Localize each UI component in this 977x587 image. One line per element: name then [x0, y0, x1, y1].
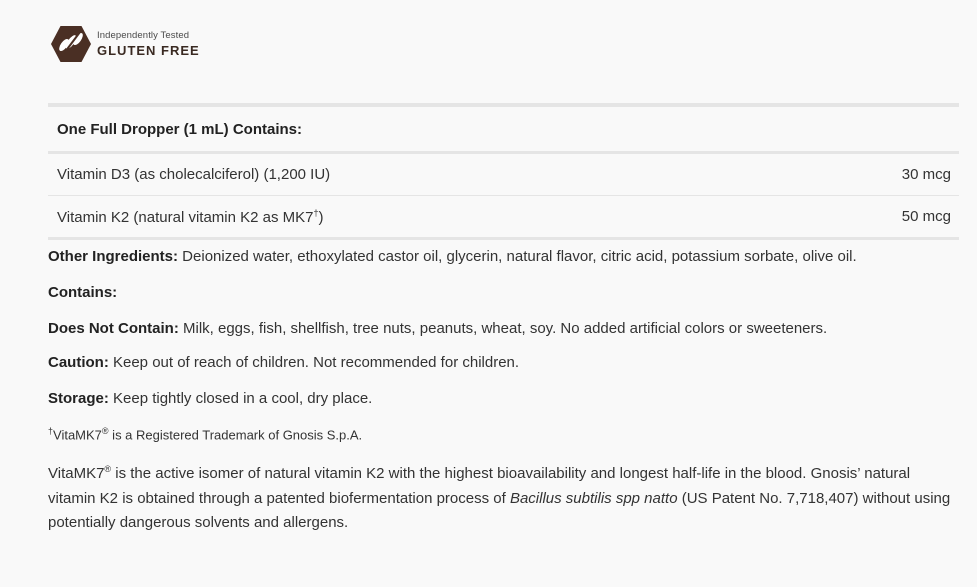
wheat-hexagon-icon — [50, 25, 92, 63]
vitamk7-description — [48, 457, 958, 536]
facts-header: One Full Dropper (1 mL) Contains: — [48, 107, 959, 154]
vita-species: Bacillus subtilis spp natto — [509, 489, 678, 507]
dagger-mark: † — [313, 207, 319, 218]
ingredient-amount: 50 mcg — [901, 208, 951, 225]
caution-text: Keep out of reach of children. Not recommended for children. — [108, 354, 520, 371]
registered-mark: ® — [104, 464, 112, 475]
caution-label: Caution: — [48, 354, 109, 371]
vita-name: VitaMK7 — [48, 465, 105, 483]
vita-text-1: is the active isomer of natural vitamin K2 with the highest bioavailability and longest half-life in the blood. Gnosis’ natural vitamin K2 is obtained through a patented biofermentation process of — [48, 465, 911, 507]
supplement-facts-table — [48, 103, 959, 240]
storage — [48, 387, 958, 410]
registered-mark: ® — [101, 426, 109, 436]
vita-text-2: (US Patent No. 7,718,407) without using potentially dangerous solvents and allergens. — [48, 489, 951, 532]
other-ingredients — [48, 245, 958, 268]
ingredient-amount: 30 mcg — [901, 166, 951, 183]
ingredient-name — [57, 208, 324, 226]
badge-title: GLUTEN FREE — [97, 43, 200, 59]
trademark-name: VitaMK7 — [53, 427, 102, 443]
contains — [48, 281, 958, 304]
other-ingredients-label: Other Ingredients: — [48, 248, 179, 265]
ingredient-name-text: Vitamin K2 (natural vitamin K2 as MK7 — [57, 208, 314, 226]
contains-label: Contains: — [48, 284, 118, 301]
does-not-contain-text: Milk, eggs, fish, shellfish, tree nuts, peanuts, wheat, soy. No added artificial colors or sweeteners. — [178, 320, 828, 337]
dagger-mark: † — [48, 426, 54, 436]
product-info — [48, 245, 958, 536]
other-ingredients-text: Deionized water, ethoxylated castor oil, glycerin, natural flavor, citric acid, potassium sorbate, olive oil. — [178, 248, 857, 265]
gluten-free-badge — [50, 25, 200, 63]
badge-small-text: Independently Tested — [97, 29, 190, 41]
ingredient-name: Vitamin D3 (as cholecalciferol) (1,200 IU) — [57, 166, 331, 183]
facts-row-vitamin-d3 — [48, 154, 959, 196]
caution — [48, 351, 958, 374]
storage-text: Keep tightly closed in a cool, dry place. — [108, 390, 373, 407]
facts-row-vitamin-k2 — [48, 196, 959, 240]
ingredient-name-end: ) — [318, 208, 324, 226]
does-not-contain-label: Does Not Contain: — [48, 320, 179, 337]
storage-label: Storage: — [48, 390, 109, 407]
trademark-text: is a Registered Trademark of Gnosis S.p.A. — [108, 427, 363, 443]
trademark-note — [48, 420, 958, 446]
does-not-contain — [48, 317, 958, 340]
